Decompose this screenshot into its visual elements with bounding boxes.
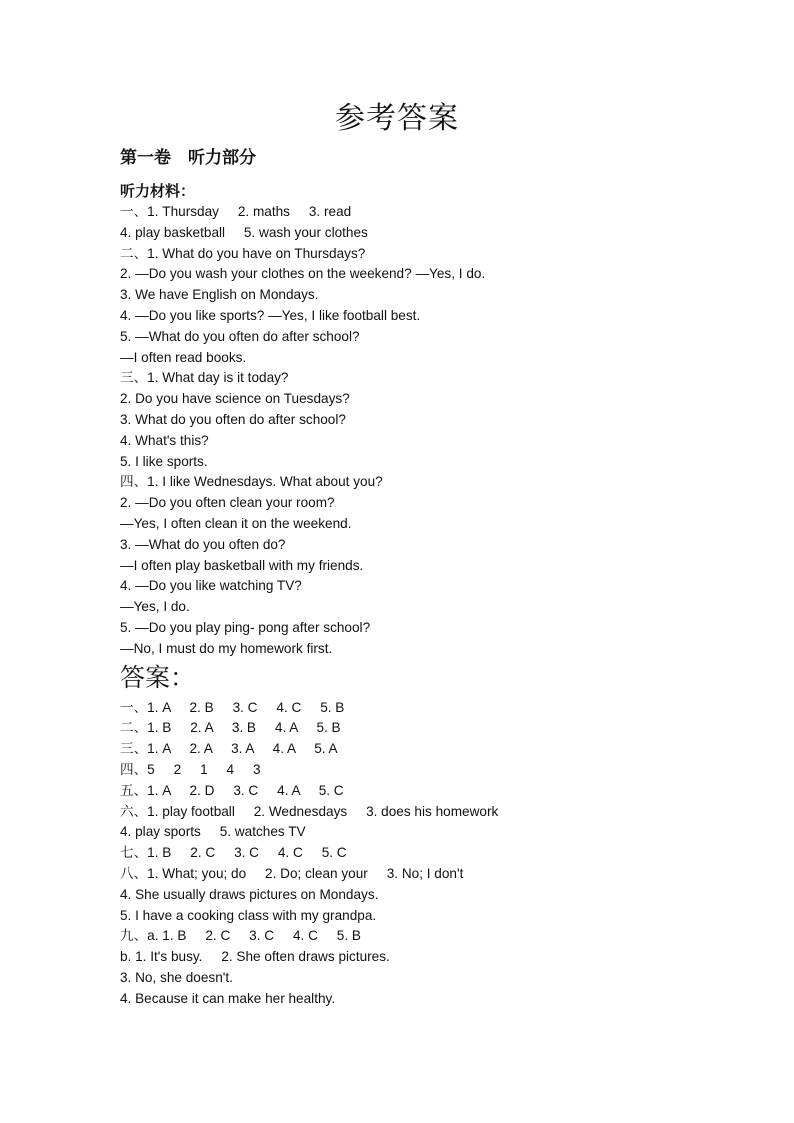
answers-heading: 答案： [120, 662, 196, 692]
text-line: 一、1. Thursday 2. maths 3. read [120, 204, 352, 219]
listening-materials-label: 听力材料： [120, 182, 196, 200]
answer-line: 五、1. A 2. D 3. C 4. A 5. C [120, 782, 344, 798]
text-line: 2. —Do you wash your clothes on the weekend? —Yes, I do. [120, 266, 486, 282]
answer-line: b. 1. It's busy. 2. She often draws pictures. [120, 949, 390, 965]
text-line: 2. —Do you often clean your room? [120, 495, 335, 511]
text-line: 4. What's this? [120, 432, 209, 448]
document-body [120, 145, 760, 1009]
answer-line: 二、1. B 2. A 3. B 4. A 5. B [120, 720, 341, 736]
text-line: 5. —What do you often do after school? [120, 328, 360, 344]
answer-line: 七、1. B 2. C 3. C 4. C 5. C [120, 845, 347, 861]
answer-line: 八、1. What; you; do 2. Do; clean your 3. No; I don't [120, 865, 464, 881]
text-line: —I often play basketball with my friends. [120, 557, 364, 573]
text-line: 5. I like sports. [120, 453, 208, 469]
text-line: 3. What do you often do after school? [120, 411, 346, 427]
text-line: 5. —Do you play ping- pong after school? [120, 619, 371, 635]
answer-line: 5. I have a cooking class with my grandpa. [120, 907, 377, 923]
text-line: —I often read books. [120, 349, 247, 365]
text-line: 3. We have English on Mondays. [120, 287, 319, 303]
answer-line: 4. play sports 5. watches TV [120, 824, 306, 840]
listening-materials-list [120, 202, 760, 660]
page-title: 参考答案 [335, 101, 459, 136]
text-line: 四、1. I like Wednesdays. What about you? [120, 474, 383, 490]
text-line: 3. —What do you often do? [120, 536, 286, 552]
text-line: 三、1. What day is it today? [120, 370, 289, 386]
text-line: —Yes, I often clean it on the weekend. [120, 515, 352, 531]
text-line: —No, I must do my homework first. [120, 640, 333, 656]
answer-line: 九、a. 1. B 2. C 3. C 4. C 5. B [120, 928, 361, 944]
answer-line: 4. She usually draws pictures on Mondays. [120, 886, 379, 902]
section-heading-listening: 第一卷 听力部分 [120, 148, 256, 168]
text-line: 4. —Do you like sports? —Yes, I like football best. [120, 307, 421, 323]
answer-line: 六、1. play football 2. Wednesdays 3. does his homework [120, 803, 499, 819]
answer-line: 三、1. A 2. A 3. A 4. A 5. A [120, 741, 338, 757]
answer-line: 一、1. A 2. B 3. C 4. C 5. B [120, 699, 345, 715]
answers-list [120, 698, 760, 1010]
answer-line: 3. No, she doesn't. [120, 969, 233, 985]
text-line: 二、1. What do you have on Thursdays? [120, 245, 366, 261]
answer-line: 四、5 2 1 4 3 [120, 761, 261, 777]
answer-line: 4. Because it can make her healthy. [120, 990, 336, 1006]
text-line: —Yes, I do. [120, 599, 190, 615]
text-line: 4. play basketball 5. wash your clothes [120, 224, 368, 240]
text-line: 4. —Do you like watching TV? [120, 578, 302, 594]
text-line: 2. Do you have science on Tuesdays? [120, 391, 350, 407]
